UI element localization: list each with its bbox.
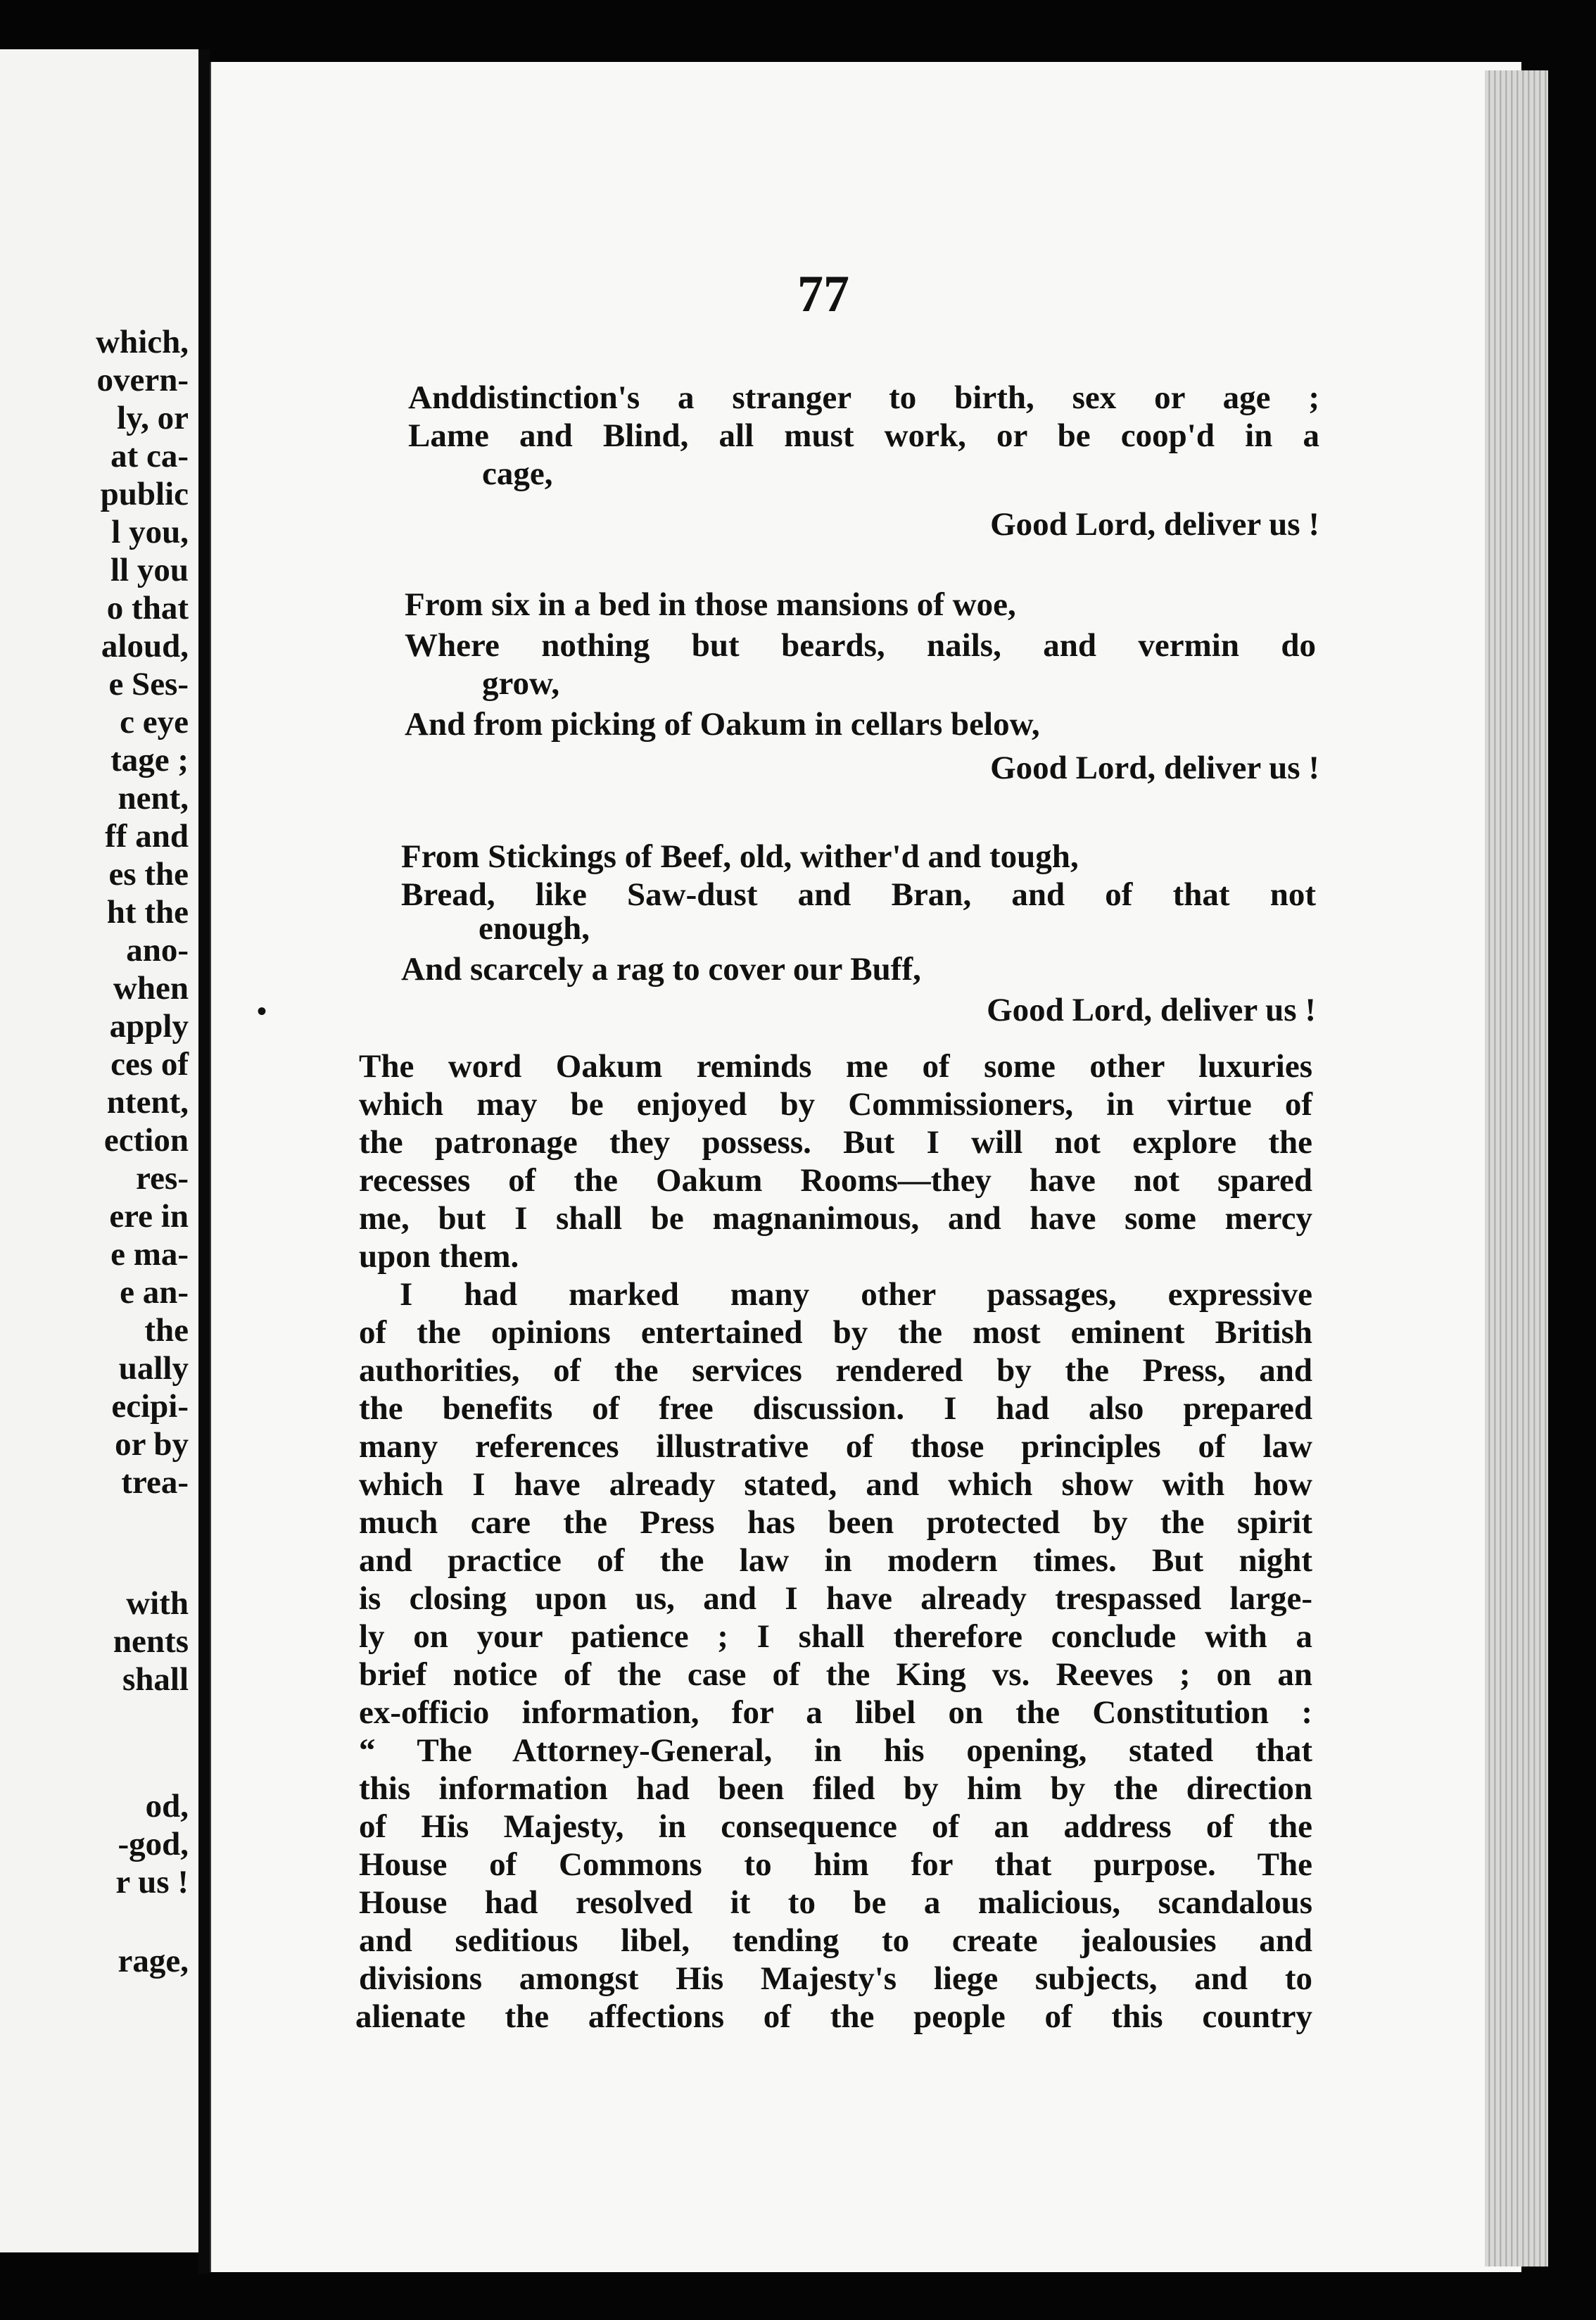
prose-line: this information had been filed by him by the direction xyxy=(359,1770,1312,1807)
fragment-line: e Ses- xyxy=(108,666,189,702)
fragment-line: or by xyxy=(115,1426,189,1463)
fragment-line: with xyxy=(126,1585,189,1622)
book-gutter xyxy=(198,49,210,2274)
prose-line: divisions amongst His Majesty's liege subjects, and to xyxy=(359,1960,1312,1997)
fragment-line: which, xyxy=(96,324,189,360)
fragment-line: ecipi- xyxy=(111,1388,189,1425)
margin-mark: • xyxy=(257,995,267,1027)
verse-line: Where nothing but beards, nails, and vermin do xyxy=(405,627,1316,664)
prose-line: the patronage they possess. But I will not explore the xyxy=(359,1124,1312,1161)
prose-line: “ The Attorney-General, in his opening, stated that xyxy=(359,1732,1312,1769)
fragment-line: r us ! xyxy=(115,1864,189,1900)
verse-refrain: Good Lord, deliver us ! xyxy=(990,506,1319,543)
fragment-line: e ma- xyxy=(110,1236,189,1273)
fragment-line: ces of xyxy=(110,1046,189,1083)
verse-line: Bread, like Saw-dust and Bran, and of that not xyxy=(401,876,1316,913)
verse-line: And scarcely a rag to cover our Buff, xyxy=(401,951,921,988)
prose-line: many references illustrative of those principles of law xyxy=(359,1428,1312,1465)
fragment-line: res- xyxy=(136,1160,189,1197)
prose-line: and practice of the law in modern times. But night xyxy=(359,1542,1312,1579)
prose-line: House of Commons to him for that purpose. The xyxy=(359,1846,1312,1883)
verse-line: From Stickings of Beef, old, wither'd and tough, xyxy=(401,838,1079,875)
verse-refrain: Good Lord, deliver us ! xyxy=(990,750,1319,786)
fragment-line: tage ; xyxy=(110,742,189,778)
previous-page-fragment xyxy=(0,49,198,2252)
fragment-line: the xyxy=(144,1312,189,1349)
fragment-line: nents xyxy=(113,1623,189,1660)
fragment-line: ll you xyxy=(110,552,189,588)
fragment-line: l you, xyxy=(111,514,189,550)
prose-line: brief notice of the case of the King vs. Reeves ; on an xyxy=(359,1656,1312,1693)
fragment-line: es the xyxy=(108,856,189,893)
prose-line: House had resolved it to be a malicious, scandalous xyxy=(359,1884,1312,1921)
verse-line: grow, xyxy=(482,665,560,702)
prose-line: me, but I shall be magnanimous, and have some mercy xyxy=(359,1200,1312,1237)
fragment-line: ano- xyxy=(126,932,189,969)
fragment-line: rage, xyxy=(118,1943,189,1979)
fragment-line: ht the xyxy=(106,894,189,931)
prose-line: the benefits of free discussion. I had also prepared xyxy=(359,1390,1312,1427)
fragment-line: shall xyxy=(122,1661,189,1698)
fragment-line: public xyxy=(100,476,189,512)
prose-line: authorities, of the services rendered by the Press, and xyxy=(359,1352,1312,1389)
verse-refrain: Good Lord, deliver us ! xyxy=(987,992,1316,1028)
prose-line: of the opinions entertained by the most eminent British xyxy=(359,1314,1312,1351)
prose-line: alienate the affections of the people of this country xyxy=(355,1998,1312,2035)
verse-line: Lame and Blind, all must work, or be coop'd in a xyxy=(408,417,1319,454)
prose-line: recesses of the Oakum Rooms—they have not spared xyxy=(359,1162,1312,1199)
prose-line: and seditious libel, tending to create jealousies and xyxy=(359,1922,1312,1959)
prose-line: upon them. xyxy=(359,1238,519,1275)
prose-line: much care the Press has been protected by the spirit xyxy=(359,1504,1312,1541)
fragment-line: at ca- xyxy=(110,438,189,474)
verse-line: From six in a bed in those mansions of woe, xyxy=(405,586,1016,623)
prose-line: The word Oakum reminds me of some other luxuries xyxy=(359,1048,1312,1085)
fragment-line: od, xyxy=(145,1788,189,1824)
fragment-line: ere in xyxy=(109,1198,189,1235)
fragment-line: c eye xyxy=(120,704,189,740)
prose-line: of His Majesty, in consequence of an address of the xyxy=(359,1808,1312,1845)
page-number: 77 xyxy=(797,265,849,323)
fragment-line: -god, xyxy=(118,1826,189,1862)
fragment-line: trea- xyxy=(121,1464,189,1501)
prose-line: which may be enjoyed by Commissioners, in virtue of xyxy=(359,1086,1312,1123)
fragment-line: overn- xyxy=(96,362,189,398)
prose-line: ly on your patience ; I shall therefore conclude with a xyxy=(359,1618,1312,1655)
verse-line: enough, xyxy=(479,910,590,947)
prose-line: is closing upon us, and I have already trespassed large- xyxy=(359,1580,1312,1617)
verse-line: And from picking of Oakum in cellars below, xyxy=(405,706,1040,743)
prose-line: which I have already stated, and which show with how xyxy=(359,1466,1312,1503)
fragment-line: nent, xyxy=(118,780,189,817)
fragment-line: when xyxy=(113,970,189,1007)
verse-line: Anddistinction's a stranger to birth, sex or age ; xyxy=(408,379,1319,416)
fragment-line: aloud, xyxy=(101,628,189,664)
prose-line: ex-officio information, for a libel on the Constitution : xyxy=(359,1694,1312,1731)
verse-line: cage, xyxy=(482,455,553,492)
fragment-line: ff and xyxy=(105,818,189,855)
fragment-line: ly, or xyxy=(117,400,189,436)
fragment-line: apply xyxy=(109,1008,189,1045)
fragment-line: ually xyxy=(118,1350,189,1387)
fragment-line: o that xyxy=(106,590,189,626)
prose-line: I had marked many other passages, expressive xyxy=(400,1276,1312,1313)
fragment-line: ection xyxy=(103,1122,189,1159)
fragment-line: e an- xyxy=(120,1274,189,1311)
page-edges xyxy=(1485,70,1548,2267)
fragment-line: ntent, xyxy=(106,1084,189,1121)
